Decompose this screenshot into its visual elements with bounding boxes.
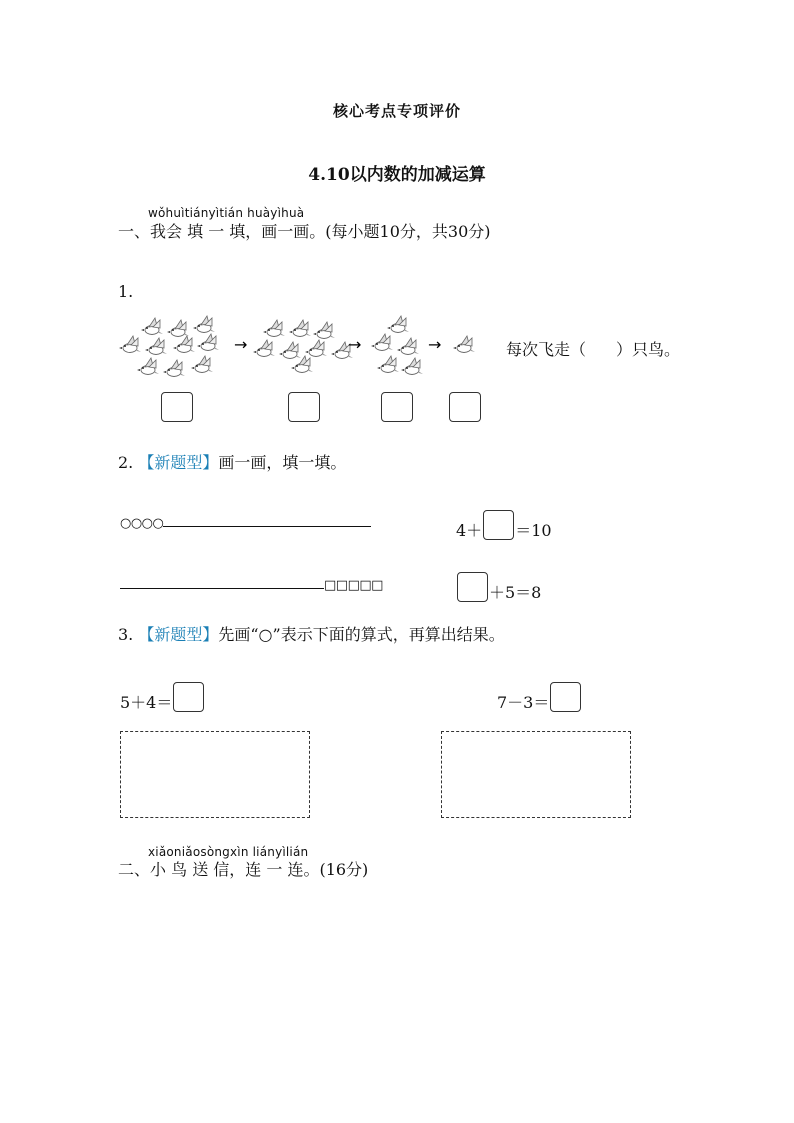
q1-text-after: ）只鸟。 — [616, 340, 681, 359]
q1-count-box-3[interactable] — [381, 392, 413, 422]
q3-drawing-area-1[interactable] — [120, 731, 310, 818]
section2-heading — [118, 857, 368, 880]
q3-eq2-answer-box[interactable] — [550, 682, 581, 712]
q3-eq2-text: 7－3＝ — [497, 693, 550, 712]
section2-pinyin: xiǎoniǎosòngxìn liányìlián — [148, 845, 309, 859]
arrow-2: → — [348, 335, 362, 354]
q2-row2-equation — [456, 572, 541, 603]
q2-row1-blank[interactable] — [163, 526, 371, 527]
q1-text-before: 每次飞走（ — [506, 340, 587, 359]
q2-row2-shapes: □□□□□ — [324, 578, 383, 593]
section2-prefix: 二、 — [118, 860, 151, 879]
q2-row1-eq-right: ＝10 — [515, 521, 552, 540]
bird-group-4 — [453, 336, 475, 353]
section2-points: (16分) — [319, 860, 369, 879]
q3-tag: 【新题型】 — [138, 625, 219, 644]
q2-row1-shapes: ○○○○ — [120, 516, 164, 531]
section1-points: (每小题10分，共30分) — [325, 222, 491, 241]
q3-drawing-area-2[interactable] — [441, 731, 631, 818]
q3-equation-2 — [497, 682, 582, 713]
q2-heading — [118, 450, 346, 473]
q2-row1-answer-box[interactable] — [483, 510, 514, 540]
q3-text: 先画“○”表示下面的算式，再算出结果。 — [218, 625, 505, 644]
q1-question — [506, 337, 680, 360]
q2-row2-blank[interactable] — [120, 588, 324, 589]
bird-group-2 — [253, 320, 353, 373]
q2-number: 2. — [118, 453, 134, 472]
section1-text: 我会 填 一 填，画一画。 — [150, 222, 326, 241]
q2-text: 画一画，填一填。 — [218, 453, 347, 472]
q3-number: 3. — [118, 625, 134, 644]
q1-birds-illustration — [112, 308, 492, 386]
bird-group-1 — [119, 316, 219, 377]
q3-eq1-answer-box[interactable] — [173, 682, 204, 712]
bird-group-3 — [371, 316, 423, 375]
q3-eq1-text: 5＋4＝ — [120, 693, 173, 712]
q1-count-box-4[interactable] — [449, 392, 481, 422]
q3-equation-1 — [120, 682, 205, 713]
section2-text: 小 鸟 送 信，连 一 连。 — [150, 860, 320, 879]
q1-number: 1. — [118, 282, 134, 301]
section1-prefix: 一、 — [118, 222, 151, 241]
q2-row1-equation — [456, 510, 552, 541]
q2-row2-answer-box[interactable] — [457, 572, 488, 602]
arrow-1: → — [234, 335, 248, 354]
page-subtitle: 4.10以内数的加减运算 — [308, 165, 486, 185]
arrow-3: → — [428, 335, 442, 354]
q3-heading — [118, 622, 505, 645]
section1-pinyin: wǒhuìtiányìtián huàyìhuà — [148, 206, 305, 220]
q2-row1-drawing — [120, 512, 371, 531]
q1-count-box-1[interactable] — [161, 392, 193, 422]
q2-row2-drawing — [120, 574, 383, 593]
q2-row2-eq-right: ＋5＝8 — [489, 583, 542, 602]
section1-heading — [118, 219, 491, 242]
q2-tag: 【新题型】 — [138, 453, 219, 472]
page-title: 核心考点专项评价 — [332, 102, 461, 120]
q2-row1-eq-left: 4＋ — [456, 521, 483, 540]
q1-count-box-2[interactable] — [288, 392, 320, 422]
